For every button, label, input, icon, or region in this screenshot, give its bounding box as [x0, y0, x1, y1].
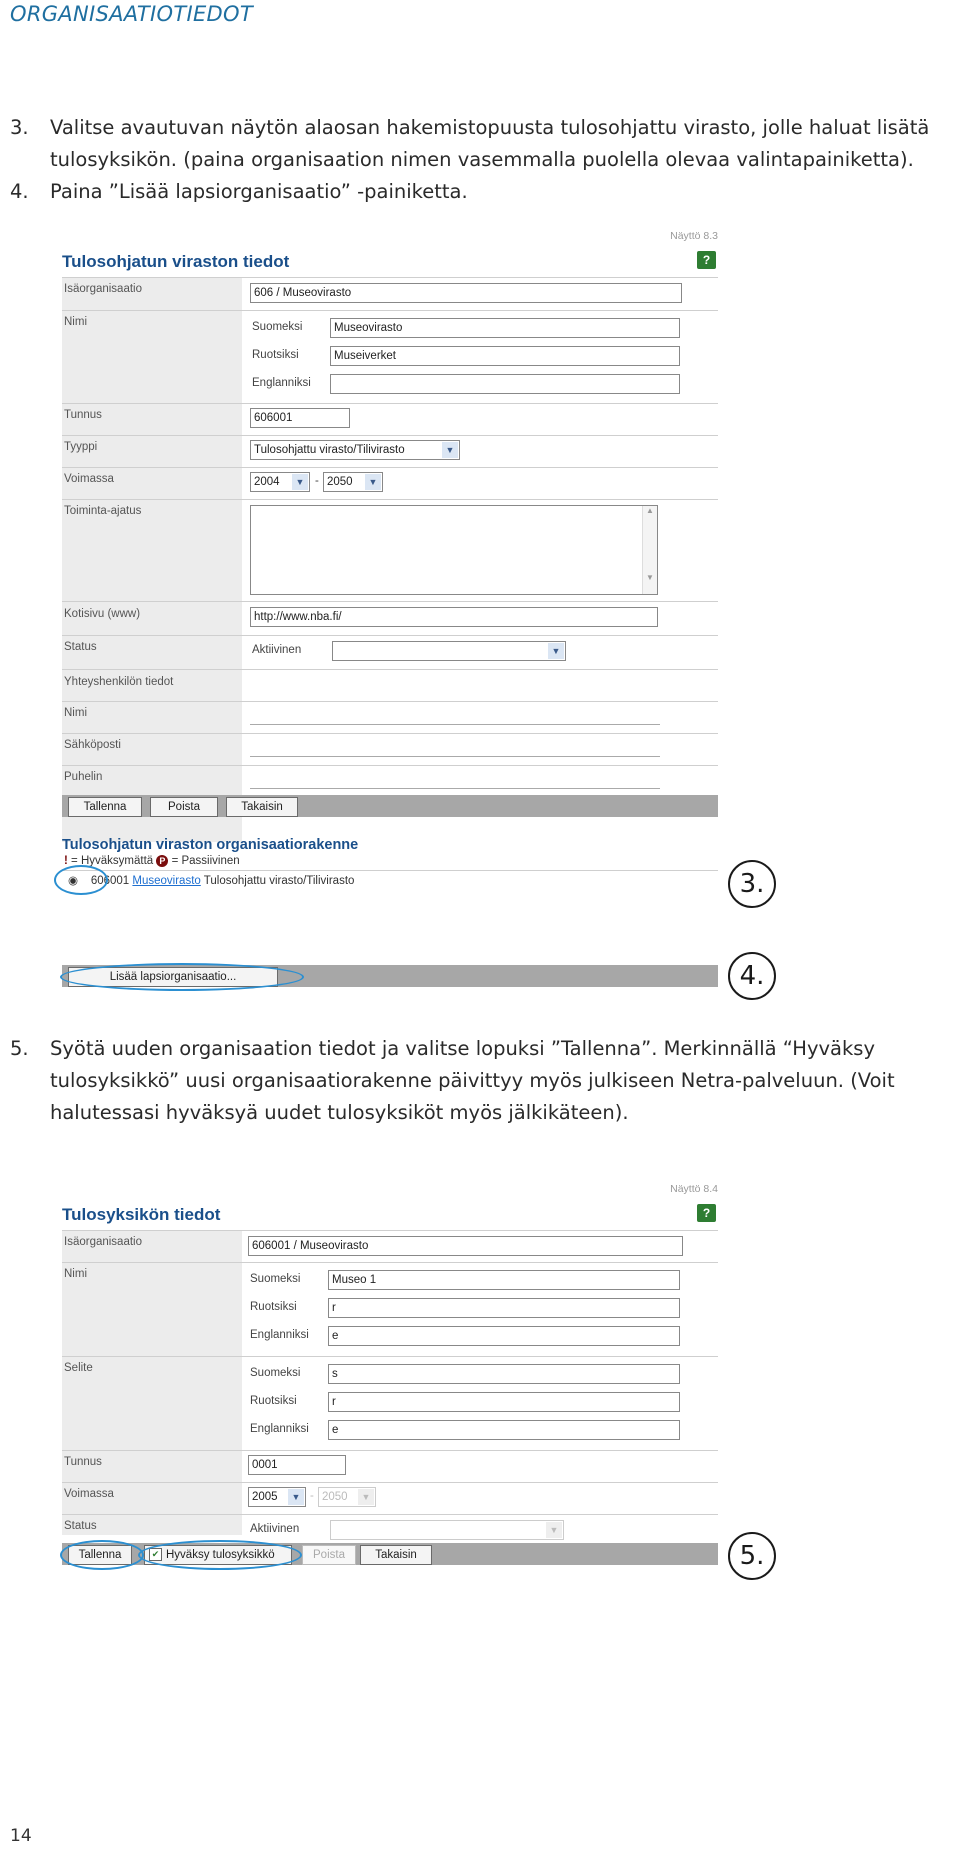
from-value: 2005	[252, 1491, 278, 1503]
highlight-oval	[138, 1540, 302, 1570]
name-en-input[interactable]: e	[328, 1326, 680, 1346]
instructions-mid	[10, 1033, 945, 1129]
tunnus-input[interactable]: 0001	[248, 1455, 346, 1475]
divider	[62, 1230, 718, 1231]
label-status: Status	[64, 1520, 97, 1532]
divider	[62, 1356, 718, 1357]
divider	[62, 733, 718, 734]
label-selite: Selite	[64, 1362, 93, 1374]
label-toiminta-ajatus: Toiminta-ajatus	[64, 505, 142, 517]
name-sv-input[interactable]: Museiverket	[330, 346, 680, 366]
divider	[62, 1514, 718, 1515]
yhteys-nimi-input[interactable]	[250, 705, 660, 725]
divider	[62, 635, 718, 636]
label-nimi: Nimi	[64, 316, 87, 328]
chevron-down-icon: ▼	[358, 1489, 374, 1505]
label-tunnus: Tunnus	[64, 1456, 102, 1468]
label-nimi: Nimi	[64, 1268, 87, 1280]
instructions-top	[10, 112, 945, 208]
label-voimassa: Voimassa	[64, 473, 114, 485]
voimassa-to-select[interactable]	[323, 472, 383, 492]
step-3	[10, 112, 945, 176]
chevron-down-icon: ▼	[548, 643, 564, 659]
sub-suomeksi: Suomeksi	[250, 1273, 301, 1285]
divider	[62, 701, 718, 702]
radio-icon[interactable]: ◉	[68, 875, 79, 887]
screenshot-tulosyksikko-tiedot	[60, 1178, 720, 1578]
sub-englanniksi: Englanniksi	[250, 1329, 309, 1341]
label-status: Status	[64, 641, 97, 653]
divider	[62, 467, 718, 468]
step-badge-4: 4.	[728, 952, 776, 1000]
selite-fi-input[interactable]: s	[328, 1364, 680, 1384]
label-kotisivu: Kotisivu (www)	[64, 608, 141, 620]
name-en-input[interactable]	[330, 374, 680, 394]
screen-number: Näyttö 8.3	[670, 230, 718, 242]
range-dash: -	[315, 475, 319, 487]
range-dash: -	[310, 1490, 314, 1502]
divider	[62, 669, 718, 670]
divider	[62, 403, 718, 404]
to-value: 2050	[322, 1491, 348, 1503]
step-badge-3: 3.	[728, 860, 776, 908]
legend-passive: = Passiivinen	[171, 855, 240, 868]
label-isaorganisaatio: Isäorganisaatio	[64, 1236, 142, 1248]
to-value: 2050	[327, 476, 353, 488]
chevron-down-icon: ▼	[365, 474, 381, 490]
puhelin-input[interactable]	[250, 769, 660, 789]
name-sv-input[interactable]: r	[328, 1298, 680, 1318]
label-puhelin: Puhelin	[64, 771, 103, 783]
label-tunnus: Tunnus	[64, 409, 102, 421]
label-voimassa: Voimassa	[64, 1488, 114, 1500]
save-button[interactable]: Tallenna	[68, 797, 142, 817]
step-text: Syötä uuden organisaation tiedot ja valitse lopuksi ”Tallenna”. Merkinnällä “Hyväksy tulosyksikkö” uusi organisaatiorakenne päivittyy myös julkiseen Netra-palveluun. (Voit halutessasi hyväksyä uudet tulosyksiköt myös jälkikäteen).	[50, 1037, 895, 1124]
page-header: ORGANISAATIOTIEDOT	[10, 2, 253, 26]
label-sahkoposti: Sähköposti	[64, 739, 121, 751]
screen-number: Näyttö 8.4	[670, 1183, 718, 1195]
divider	[62, 435, 718, 436]
delete-button[interactable]: Poista	[302, 1545, 356, 1565]
sub-suomeksi: Suomeksi	[250, 1367, 301, 1379]
label-yhteyshenkilo: Yhteyshenkilön tiedot	[64, 676, 174, 688]
tree-row	[68, 873, 354, 887]
approve-label: Hyväksy tulosyksikkö	[166, 1549, 275, 1561]
sub-englanniksi: Englanniksi	[252, 377, 311, 389]
kotisivu-input[interactable]: http://www.nba.fi/	[250, 607, 658, 627]
step-badge-5: 5.	[728, 1532, 776, 1580]
sub-ruotsiksi: Ruotsiksi	[250, 1395, 297, 1407]
tyyppi-value: Tulosohjattu virasto/Tilivirasto	[254, 444, 405, 456]
highlight-oval	[60, 1540, 144, 1570]
divider	[62, 765, 718, 766]
voimassa-from-select[interactable]	[248, 1487, 306, 1507]
divider	[62, 1482, 718, 1483]
tunnus-input[interactable]: 606001	[250, 408, 350, 428]
sub-ruotsiksi: Ruotsiksi	[252, 349, 299, 361]
save-button[interactable]: Tallenna	[68, 1545, 132, 1565]
from-value: 2004	[254, 476, 280, 488]
scrollbar[interactable]: ▲ ▼	[642, 506, 657, 594]
status-select[interactable]	[332, 641, 566, 661]
step-number: 3.	[10, 116, 29, 139]
form-title: Tulosohjatun viraston tiedot	[62, 252, 290, 271]
highlight-oval	[60, 963, 304, 991]
tree-code: 606001	[90, 875, 130, 887]
step-number: 4.	[10, 180, 29, 203]
step-5	[10, 1033, 945, 1129]
screenshot-virasto-tiedot	[60, 225, 720, 995]
label-tyyppi: Tyyppi	[64, 441, 98, 453]
divider	[62, 277, 718, 278]
divider	[62, 1262, 718, 1263]
divider	[62, 499, 718, 500]
add-child-org-button[interactable]: Lisää lapsiorganisaatio...	[68, 967, 278, 987]
step-text: Valitse avautuvan näytön alaosan hakemistopuusta tulosohjattu virasto, jolle haluat lisätä tulosyksikön. (paina organisaation nimen vasemmalla puolella olevaa valintapainiketta).	[50, 116, 930, 171]
sub-englanniksi: Englanniksi	[250, 1423, 309, 1435]
status-value: Aktiivinen	[252, 644, 302, 656]
label-isaorganisaatio: Isäorganisaatio	[64, 283, 142, 295]
back-button[interactable]: Takaisin	[226, 797, 298, 817]
chevron-down-icon: ▼	[292, 474, 308, 490]
checkbox-checked-icon: ✔	[149, 1548, 162, 1561]
divider	[62, 1450, 718, 1451]
chevron-down-icon: ▼	[442, 442, 458, 458]
step-text: Paina ”Lisää lapsiorganisaatio” -painiketta.	[50, 180, 468, 203]
tree-type: Tulosohjattu virasto/Tilivirasto	[203, 875, 355, 887]
name-fi-input[interactable]: Museo 1	[328, 1270, 680, 1290]
sub-ruotsiksi: Ruotsiksi	[250, 1301, 297, 1313]
chevron-down-icon: ▼	[288, 1489, 304, 1505]
form-title: Tulosyksikön tiedot	[62, 1205, 221, 1224]
divider	[62, 601, 718, 602]
passive-icon: P	[156, 855, 168, 867]
step-number: 5.	[10, 1037, 29, 1060]
status-value: Aktiivinen	[250, 1523, 300, 1535]
name-fi-input[interactable]: Museovirasto	[330, 318, 680, 338]
legend-unapproved: = Hyväksymättä	[71, 855, 154, 868]
sub-suomeksi: Suomeksi	[252, 321, 303, 333]
isaorganisaatio-field[interactable]: 606 / Museovirasto	[250, 283, 682, 303]
tyyppi-select[interactable]	[250, 440, 460, 460]
isaorganisaatio-field[interactable]: 606001 / Museovirasto	[248, 1236, 683, 1256]
divider	[62, 310, 718, 311]
sahkoposti-input[interactable]	[250, 737, 660, 757]
label-column	[62, 277, 242, 842]
org-tree-title: Tulosohjatun viraston organisaatiorakenne	[62, 837, 359, 853]
voimassa-to-select[interactable]	[318, 1487, 376, 1507]
selite-en-input[interactable]: e	[328, 1420, 680, 1440]
help-icon[interactable]: ?	[697, 251, 716, 269]
help-icon[interactable]: ?	[697, 1204, 716, 1222]
selite-sv-input[interactable]: r	[328, 1392, 680, 1412]
step-4	[10, 176, 945, 208]
highlight-oval	[54, 865, 108, 895]
tree-org-link[interactable]: Museovirasto	[132, 875, 201, 887]
status-select[interactable]	[330, 1520, 564, 1540]
chevron-down-icon: ▼	[546, 1522, 562, 1538]
divider	[62, 870, 718, 871]
toiminta-ajatus-textarea[interactable]	[250, 505, 658, 595]
page-number: 14	[10, 1826, 32, 1846]
back-button[interactable]: Takaisin	[360, 1545, 432, 1565]
label-yhteys-nimi: Nimi	[64, 707, 87, 719]
exclamation-icon: !	[64, 855, 68, 868]
voimassa-from-select[interactable]	[250, 472, 310, 492]
delete-button[interactable]: Poista	[150, 797, 218, 817]
